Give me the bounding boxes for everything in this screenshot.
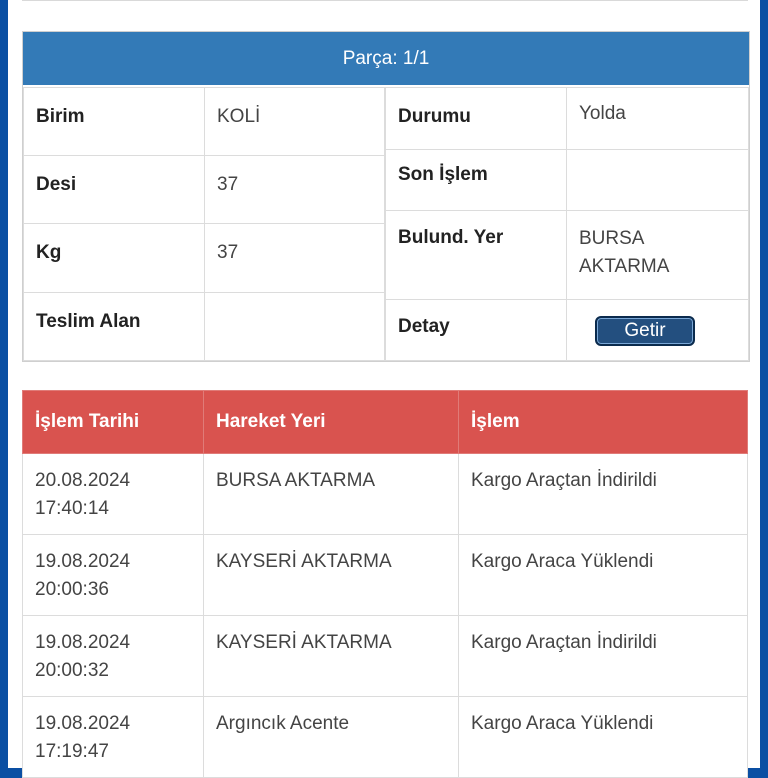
movement-action: Kargo Araca Yüklendi <box>459 697 748 778</box>
movement-date: 19.08.2024 20:00:32 <box>23 616 204 697</box>
desi-label: Desi <box>24 156 205 224</box>
movement-location: BURSA AKTARMA <box>204 454 459 535</box>
piece-info-panel <box>22 31 750 362</box>
son-islem-value <box>567 150 749 211</box>
info-row-durumu <box>386 88 749 150</box>
movement-history-table <box>22 390 748 778</box>
movement-location: Argıncık Acente <box>204 697 459 778</box>
panel-title: Parça: 1/1 <box>342 47 430 69</box>
movement-row <box>23 454 748 535</box>
kg-value: 37 <box>205 224 385 293</box>
piece-info-left-table <box>23 87 385 361</box>
movement-header-row <box>23 391 748 454</box>
movement-location: KAYSERİ AKTARMA <box>204 535 459 616</box>
info-row-kg <box>24 224 385 293</box>
teslim-alan-value <box>205 293 385 361</box>
info-row-son-islem <box>386 150 749 211</box>
movement-date: 19.08.2024 20:00:36 <box>23 535 204 616</box>
durumu-value: Yolda <box>567 88 749 150</box>
desi-value: 37 <box>205 156 385 224</box>
bulund-yer-value: BURSA AKTARMA <box>567 211 749 300</box>
info-row-teslim-alan <box>24 293 385 361</box>
movement-date: 20.08.2024 17:40:14 <box>23 454 204 535</box>
birim-value: KOLİ <box>205 88 385 156</box>
movement-location: KAYSERİ AKTARMA <box>204 616 459 697</box>
page <box>8 0 760 768</box>
movement-action: Kargo Araçtan İndirildi <box>459 454 748 535</box>
movement-action: Kargo Araçtan İndirildi <box>459 616 748 697</box>
col-header-hareket-yeri: Hareket Yeri <box>204 391 459 454</box>
movement-date: 19.08.2024 17:19:47 <box>23 697 204 778</box>
durumu-label: Durumu <box>386 88 567 150</box>
detay-cell <box>567 300 749 361</box>
movement-row <box>23 535 748 616</box>
movement-row <box>23 697 748 778</box>
bulund-yer-label: Bulund. Yer <box>386 211 567 300</box>
panel-header <box>23 32 749 85</box>
kg-label: Kg <box>24 224 205 293</box>
col-header-islem-tarihi: İşlem Tarihi <box>23 391 204 454</box>
info-row-detay <box>386 300 749 361</box>
previous-card-edge <box>22 0 748 1</box>
getir-button[interactable]: Getir <box>595 316 695 346</box>
teslim-alan-label: Teslim Alan <box>24 293 205 361</box>
movement-action: Kargo Araca Yüklendi <box>459 535 748 616</box>
info-row-bulund-yer <box>386 211 749 300</box>
detay-label: Detay <box>386 300 567 361</box>
birim-label: Birim <box>24 88 205 156</box>
movement-row <box>23 616 748 697</box>
info-row-desi <box>24 156 385 224</box>
son-islem-label: Son İşlem <box>386 150 567 211</box>
piece-info-right-table <box>385 87 749 361</box>
col-header-islem: İşlem <box>459 391 748 454</box>
info-row-birim <box>24 88 385 156</box>
